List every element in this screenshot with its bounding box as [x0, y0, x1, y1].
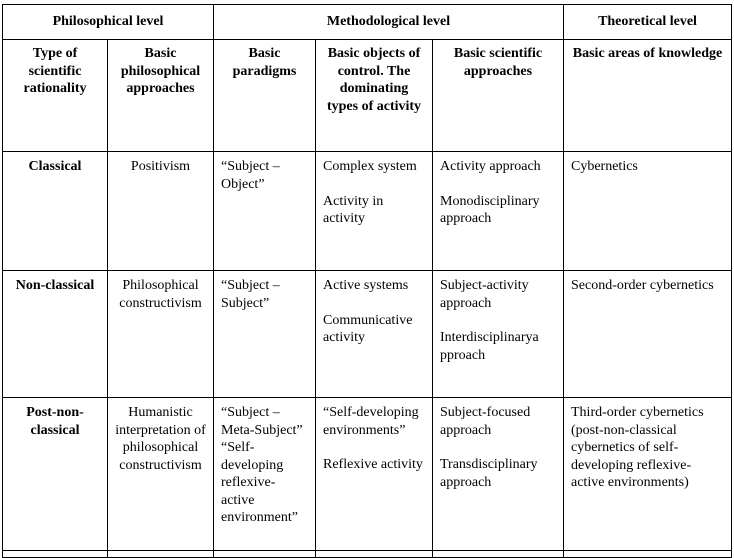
- table-row: [3, 152, 732, 271]
- cell-knowledge: Second-order cybernetics: [564, 271, 732, 398]
- cell-approaches: [433, 398, 564, 551]
- approach-line: Monodisciplinary approach: [440, 193, 540, 226]
- cell-type: Post-non-classical: [3, 398, 108, 551]
- header-theoretical-level: Theoretical level: [564, 5, 732, 40]
- approach-line: Interdisciplinarya pproach: [440, 330, 539, 363]
- table-row: [3, 271, 732, 398]
- cell-objects: [316, 398, 433, 551]
- rationality-table: [2, 4, 732, 558]
- cell-knowledge: Third-order cybernetics (post-non-classical cybernetics of self-developing reflexive-active environments): [564, 398, 732, 551]
- cell-type: Non-classical: [3, 271, 108, 398]
- approach-line: Transdisciplinary approach: [440, 457, 538, 490]
- cell-approaches: [433, 271, 564, 398]
- cell-objects: [316, 271, 433, 398]
- header-philosophical-level: Philosophical level: [3, 5, 214, 40]
- approach-line: Subject-focused approach: [440, 405, 531, 438]
- cell-philosophy: Positivism: [108, 152, 214, 271]
- column-header: Basic philosophical approaches: [108, 40, 214, 152]
- cell-paradigm: “Subject – Object”: [214, 152, 316, 271]
- approach-line: Activity approach: [440, 159, 541, 174]
- cell-objects: [316, 152, 433, 271]
- cell-paradigm: “Subject – Meta-Subject” “Self-developing reflexive-active environment”: [214, 398, 316, 551]
- level-header-row: [3, 5, 732, 40]
- column-header: Basic paradigms: [214, 40, 316, 152]
- cell-philosophy: Humanistic interpretation of philosophical constructivism: [108, 398, 214, 551]
- column-header: Type of scientific rationality: [3, 40, 108, 152]
- cell-paradigm: “Subject – Subject”: [214, 271, 316, 398]
- cell-type: Classical: [3, 152, 108, 271]
- objects-line: Complex system: [323, 159, 417, 174]
- table-row-continuation: [3, 551, 732, 558]
- objects-line: Activity in activity: [323, 193, 384, 226]
- cell-knowledge: Cybernetics: [564, 152, 732, 271]
- approach-line: Subject-activity approach: [440, 278, 529, 311]
- column-header-row: [3, 40, 732, 152]
- header-methodological-level: Methodological level: [214, 5, 564, 40]
- cell-philosophy: Philosophical constructivism: [108, 271, 214, 398]
- table-row: [3, 398, 732, 551]
- objects-line: Active systems: [323, 278, 409, 293]
- objects-line: Reflexive activity: [323, 457, 423, 472]
- objects-line: Communicative activity: [323, 312, 413, 345]
- cell-approaches: [433, 152, 564, 271]
- objects-line: “Self-developing environments”: [323, 405, 419, 438]
- column-header: Basic scientific approaches: [433, 40, 564, 152]
- column-header: Basic objects of control. The dominating types of activity: [316, 40, 433, 152]
- column-header: Basic areas of knowledge: [564, 40, 732, 152]
